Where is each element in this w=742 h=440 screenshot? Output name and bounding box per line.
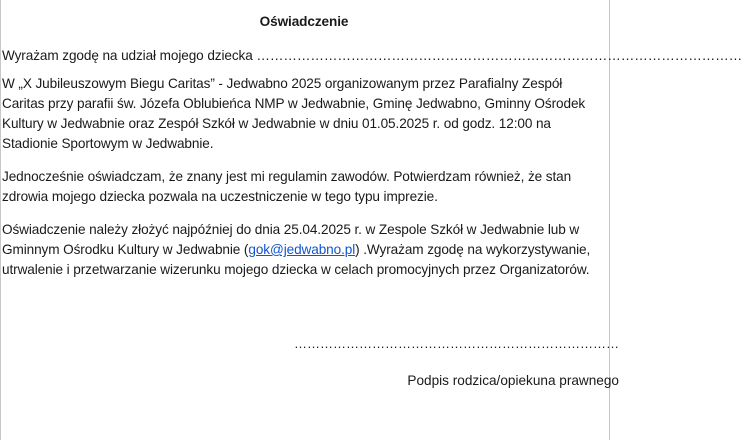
- paragraph-submission-info: [2, 220, 606, 280]
- document-title: Oświadczenie: [259, 14, 349, 29]
- email-link[interactable]: gok@jedwabno.pl: [248, 242, 356, 257]
- document-body: [2, 12, 742, 293]
- submission-text-before: Oświadczenie należy złożyć najpóźniej do dnia 25.04.2025 r. w Zespole Szkół w Jedwabnie lub w Gminnym Ośrodku Kultury w Jedwabnie (: [2, 222, 580, 257]
- signature-label: Podpis rodzica/opiekuna prawnego: [407, 373, 619, 388]
- consent-line: Wyrażam zgodę na udział mojego dziecka ………………………………………………………………………………………………: [2, 48, 742, 63]
- submission-text-after: ) .Wyrażam zgodę na wykorzystywanie, utrwalenie i przetwarzanie wizerunku mojego dziecka w celach promocyjnych przez Organizatorów.: [2, 242, 591, 277]
- paragraph-event-details: W „X Jubileuszowym Biegu Caritas” - Jedwabno 2025 organizowanym przez Parafialny Zespół Caritas przy parafii św. Józefa Oblubieńca NMP w Jedwabnie, Gminę Jedwabno, Gminny Ośrodek Kultury w Jedwabnie oraz Zespół Szkół w Jedwabnie w dniu 01.05.2025 r. od godz. 12:00 na Stadionie Sportowym w Jedwabnie.: [2, 76, 586, 151]
- signature-line: …………………………………………………………………: [294, 336, 619, 351]
- paragraph-health-declaration: Jednocześnie oświadczam, że znany jest mi regulamin zawodów. Potwierdzam również, że stan zdrowia mojego dziecka pozwala na uczestniczenie w tego typu imprezie.: [2, 169, 572, 204]
- signature-block: [294, 336, 619, 390]
